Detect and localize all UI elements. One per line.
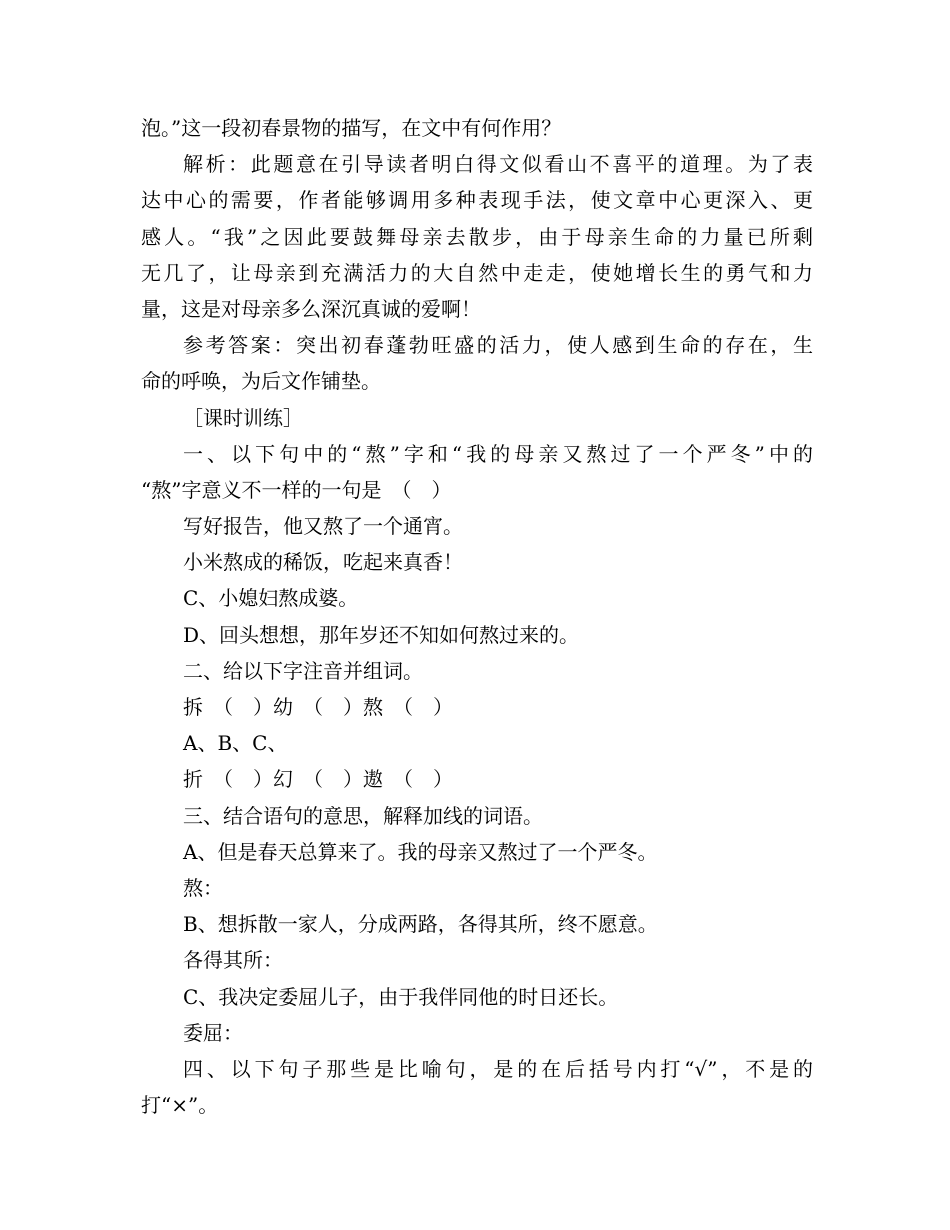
text-line: 解析：此题意在引导读者明白得文似看山不喜平的道理。为了表 [183, 152, 813, 177]
answer-line: 委屈： [183, 1020, 243, 1045]
section-heading: ［课时训练］ [183, 405, 303, 430]
option-line: C、我决定委屈儿子，由于我伴同他的时日还长。 [183, 984, 619, 1009]
text-line: 无几了，让母亲到充满活力的大自然中走走，使她增长生的勇气和力 [141, 260, 813, 285]
answer-line: 熬： [183, 875, 223, 900]
option-line: 写好报告，他又熬了一个通宵。 [183, 514, 463, 539]
option-line: 折 （ ）幻 （ ）遨 （ ） [183, 767, 453, 792]
option-line: A、B、C、 [183, 731, 288, 756]
option-line: 小米熬成的稀饭，吃起来真香！ [183, 550, 463, 575]
text-line: 泡。”这一段初春景物的描写，在文中有何作用？ [141, 116, 562, 140]
question-line: 打“×”。 [141, 1093, 219, 1118]
text-line: 量，这是对母亲多么深沉真诚的爱啊！ [141, 296, 481, 321]
option-line: D、回头想想，那年岁还不知如何熬过来的。 [183, 622, 580, 647]
text-line: 命的呼唤，为后文作铺垫。 [141, 369, 381, 394]
question-line: 四、以下句子那些是比喻句，是的在后括号内打“√”，不是的 [183, 1056, 813, 1081]
document-body [141, 110, 813, 1123]
option-line: A、但是春天总算来了。我的母亲又熬过了一个严冬。 [183, 839, 658, 864]
answer-line: 各得其所： [183, 948, 283, 973]
question-line: 二、给以下字注音并组词。 [183, 658, 423, 683]
option-line: B、想拆散一家人，分成两路，各得其所，终不愿意。 [183, 912, 658, 937]
text-line: 参考答案：突出初春蓬勃旺盛的活力，使人感到生命的存在，生 [183, 333, 813, 358]
question-line: “熬”字意义不一样的一句是 （ ） [141, 477, 452, 502]
question-line: 三、结合语句的意思，解释加线的词语。 [183, 803, 543, 828]
question-line: 一、以下句中的“熬”字和“我的母亲又熬过了一个严冬”中的 [183, 441, 813, 466]
text-line: 感人。“我”之因此要鼓舞母亲去散步，由于母亲生命的力量已所剩 [141, 224, 813, 249]
text-line: 达中心的需要，作者能够调用多种表现手法，使文章中心更深入、更 [141, 188, 813, 213]
option-line: C、小媳妇熬成婆。 [183, 586, 359, 611]
option-line: 拆 （ ）幼 （ ）熬 （ ） [183, 695, 453, 719]
